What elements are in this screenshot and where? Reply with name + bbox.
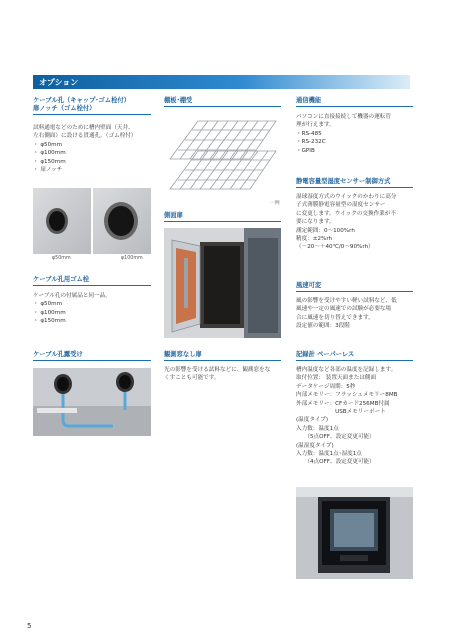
rubber-plug-body: ケーブル孔の付属品と同一品。 ・ φ50mm ・ φ100mm ・ φ150mm: [33, 293, 111, 325]
shelf-photo: [164, 113, 281, 198]
recorder-body: 槽内温度など各部の温度を記録します。 取付位置： 装置天面または側面 データケージ周期：5秒 内部メモリー：フラッシュメモリー8MB 外部メモリー：CFカード256MB付属 USBメモリーポート (温度タイプ) 入力数：温度1点 （5点OFF、設定変更可能） (温湿度タイプ) 入力数：温度1点･湿度1点 （4点OFF、設定変更可能）: [296, 367, 398, 466]
side-door-photo: [164, 228, 281, 338]
cable-hole-body: 試料通電などのために槽内壁面（天井、 左右側面）に設ける貫通孔。（ゴム栓付） ・ φ50mm ・ φ100mm ・ φ150mm ・ 扉ノッチ: [33, 125, 137, 174]
humidity-sensor-body: 湿球湿度方式のウイックのかわりに高分 子式薄膜静電容量型の湿度センサー に変更します。ウイックの交換作業が不 要になります。 測定範囲：0～100%rh 精度：±2%rh （－20～＋40℃/0～90%rh）: [296, 194, 397, 251]
cable-hole-heading: [33, 97, 151, 116]
airflow-body: 風の影響を受けやすい軽い試料など、低 風速や一定の風速での試験が必要な場 合に風速を切り替えできます。 設定値の範囲：3段階: [296, 298, 397, 330]
options-banner: [33, 75, 410, 89]
communication-heading: 通信機能: [296, 97, 413, 107]
condensation-tray-heading: ケーブル孔露受け: [33, 351, 151, 361]
humidity-sensor-heading: 静電容量型湿度センサー制御方式: [296, 178, 413, 188]
windowless-door-heading: 観測窓なし扉: [164, 351, 281, 361]
cable-hole-heading-line2: 扉ノッチ（ゴム栓付）: [33, 105, 151, 115]
recorder-photo: [296, 487, 413, 579]
caption-100mm: φ100mm: [121, 256, 143, 261]
windowless-door-body: 光の影響を受ける試料などに、観測窓をな くすことも可能です。: [164, 367, 271, 382]
recorder-heading: 記録計 ペーパーレス: [296, 351, 413, 361]
airflow-heading: 風速可変: [296, 282, 413, 292]
page-number: 5: [27, 622, 32, 630]
cable-hole-heading-line1: ケーブル孔（キャップ･ゴム栓付）: [33, 97, 131, 104]
cable-hole-photo: [33, 188, 151, 254]
shelf-caption: 一例: [270, 201, 280, 206]
shelf-heading: 棚板･棚受: [164, 97, 281, 107]
side-door-heading: 側面扉: [164, 212, 281, 222]
options-title: オプション: [39, 78, 79, 87]
rubber-plug-heading: ケーブル孔用ゴム栓: [33, 276, 151, 286]
caption-50mm: φ50mm: [52, 256, 71, 261]
communication-body: パソコンに直接接続して機器の運転管 理が行えます。 ・RS-485 ・RS-232C ・GPIB: [296, 114, 391, 154]
condensation-tray-photo: [33, 368, 151, 436]
